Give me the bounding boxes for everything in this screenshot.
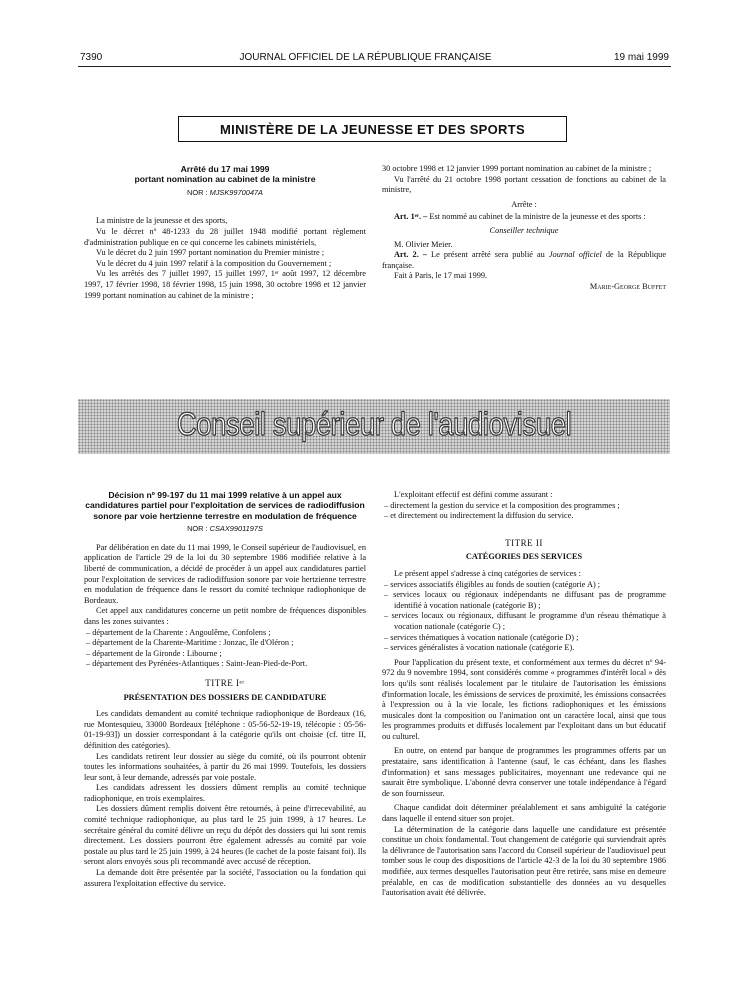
zone-item: – département de la Gironde : Libourne ; xyxy=(86,648,222,658)
article-1-text: Est nommé au cabinet de la ministre de la jeunesse et des sports : xyxy=(429,212,646,222)
arrete-title-1: Arrêté du 17 mai 1999 xyxy=(180,164,270,174)
article-2-text-end: de la République française. xyxy=(382,250,667,270)
titre-2: TITRE II xyxy=(505,537,543,548)
decision-para: En outre, on entend par banque de programmes les programmes offerts par un prestataire, sans identification à l'antenne (sauf, le cas échéant, dans les flashes d'information) et sans messages publicitaires, moyennant une redevance qui ne saurait être symbolique. L'abonné devra conserver une totale indépendance à l'égard de son fournisseur. xyxy=(382,746,666,798)
appointee: M. Olivier Meier. xyxy=(394,239,453,249)
category-item: – services thématiques à vocation nationale (catégorie D) ; xyxy=(384,632,579,642)
titre-1-heading: PRÉSENTATION DES DOSSIERS DE CANDIDATURE xyxy=(123,692,327,702)
article-2-text: Le présent arrêté sera publié au xyxy=(431,250,549,260)
zone-item: – département des Pyrénées-Atlantiques : Saint-Jean-Pied-de-Port. xyxy=(86,659,308,669)
operator-item: – et directement ou indirectement la diffusion du service. xyxy=(384,511,574,521)
decision-nor xyxy=(84,524,366,535)
decision-para: Le présent appel s'adresse à cinq catégories de services : xyxy=(394,568,581,578)
decision-title: Décision nº 99-197 du 11 mai 1999 relative à un appel aux candidatures partiel pour l'exploitation de services de radiodiffusion sonore par voie hertzienne terrestre en modulation de fréquence xyxy=(85,490,365,521)
arrete-para: La ministre de la jeunesse et des sports, xyxy=(96,216,228,226)
category-item: – services généralistes à vocation nationale (catégorie E). xyxy=(384,643,575,653)
category-item: – services locaux ou régionaux, diffusant le programme d'un réseau thématique à vocation nationale (catégorie C) ; xyxy=(384,611,666,631)
article-2-label: Art. 2. – xyxy=(394,250,427,260)
article-2 xyxy=(382,250,666,271)
decision-para: La demande doit être présentée par la société, l'association ou la fondation qui assurera l'exploitation effective du service. xyxy=(84,868,366,888)
decision-para: La détermination de la catégorie dans laquelle une candidature est présentée constitue un choix fondamental. Tout changement de catégorie qui surviendrait après la délivrance de l'autorisation sans l'accord du Conseil supérieur de l'audiovisuel peut tomber sous le coup des dispositions de l'article 42-3 de la loi du 30 septembre 1986 modifiée, aux termes desquelles l'autorisation peut être retirée, sans mise en demeure préalable, en cas de modification substantielle des données au vu desquelles l'autorisation avait été délivrée. xyxy=(382,824,666,898)
category-item: – services associatifs éligibles au fonds de soutien (catégorie A) ; xyxy=(384,579,601,589)
arrete-para: 30 octobre 1998 et 12 janvier 1999 portant nomination au cabinet de la ministre ; xyxy=(382,164,652,173)
decision-para: Par délibération en date du 11 mai 1999, le Conseil supérieur de l'audiovisuel, en application de l'article 29 de la loi du 30 septembre 1986 modifiée relative à la liberté de communication, a décidé de procéder à un appel aux candidatures partiel pour l'exploitation de services de radiodiffusion sonore par voie hertzienne terrestre en modulation de fréquence dans le ressort du comité technique radiophonique de Bordeaux. xyxy=(84,542,366,605)
ministry-title: MINISTÈRE DE LA JEUNESSE ET DES SPORTS xyxy=(220,121,525,137)
csa-banner-title: Conseil supérieur de l'audiovisuel xyxy=(176,406,572,442)
decision-para: Les dossiers dûment remplis doivent être retournés, à peine d'irrecevabilité, au comité technique radiophonique, au plus tard le 25 juin 1999, à 17 heures. Le secrétaire général du comité délivre un reçu du dépôt des dossiers qui lui sont remis directement. Les dossiers pourront être également adressés au comité par voie postale au plus tard le 25 juin 1999, à 24 heures (le cachet de la poste faisant foi). Ils seront alors envoyés sous pli recommandé avec accusé de réception. xyxy=(84,804,366,867)
decision-para: Cet appel aux candidatures concerne un petit nombre de fréquences disponibles dans les zones suivantes : xyxy=(84,606,366,626)
arrete-para: Vu l'arrêté du 21 octobre 1998 portant cessation de fonctions au cabinet de la ministre, xyxy=(382,174,666,195)
place-date: Fait à Paris, le 17 mai 1999. xyxy=(394,271,488,281)
arrete-para: Vu le décret du 2 juin 1997 portant nomination du Premier ministre ; xyxy=(96,248,325,258)
function-title: Conseiller technique xyxy=(489,225,559,235)
decision-para: Chaque candidat doit déterminer préalablement et sans ambiguïté la catégorie dans laquelle il entend situer son projet. xyxy=(382,803,666,824)
arrete-label: Arrête : xyxy=(511,199,537,209)
article-1-label: Art. 1ᵉʳ. – xyxy=(394,212,428,222)
decision-para: Les candidats retirent leur dossier au siège du comité, où ils pourront obtenir toutes les informations souhaitées, à partir du 26 mai 1999. Toutefois, les dossiers leur sont, à leur demande, adressés par voie postale. xyxy=(84,751,366,782)
journal-title: JOURNAL OFFICIEL DE LA RÉPUBLIQUE FRANÇAISE xyxy=(239,52,492,63)
arrete-title-2: portant nomination au cabinet de la ministre xyxy=(134,174,316,185)
arrete-para: Vu les arrêtés des 7 juillet 1997, 15 juillet 1997, 1ᵉʳ août 1997, 12 décembre 1997, 17 février 1998, 18 février 1998, 15 juin 1998, 30 octobre 1998 et 12 janvier 1999 portant nomination au cabinet de la ministre ; xyxy=(84,269,366,300)
decision-para: Les candidats demandent au comité technique radiophonique de Bordeaux (16, rue Montesquieu, 33000 Bordeaux [téléphone : 05-56-52-19-19, télécopie : 05-56-01-19-93]) un dossier correspondant à la catégorie qu'ils ont choisie (cf. titre II, définition des catégories). xyxy=(84,709,366,750)
csa-banner xyxy=(78,399,670,454)
journal-ref: Journal officiel xyxy=(548,250,602,260)
nor-label: NOR : xyxy=(187,524,208,534)
category-item: – services locaux ou régionaux indépendants ne diffusant pas de programme identifié à vocation nationale (catégorie B) ; xyxy=(384,590,666,610)
arrete-para: Vu le décret nº 48-1233 du 28 juillet 1948 modifié portant règlement d'administration publique en ce qui concerne les cabinets ministériels, xyxy=(84,227,366,247)
zone-item: – département de la Charente : Angoulême, Confolens ; xyxy=(86,627,271,637)
page-number: 7390 xyxy=(80,52,103,63)
ministry-title-box xyxy=(178,116,567,142)
arrete-nor xyxy=(84,188,366,199)
operator-item: – directement la gestion du service et la composition des programmes ; xyxy=(384,500,620,510)
decision-para: L'exploitant effectif est défini comme assurant : xyxy=(394,490,553,499)
decision-para: Pour l'application du présent texte, et conformément aux termes du décret nº 94-972 du 9 novembre 1994, sont considérés comme « programmes d'intérêt local » dès lors qu'ils sont réalisés localement par le titulaire de l'autorisation les émissions d'information locale, les émissions de services de proximité, les émissions consacrées à l'expression ou à la vie locale, les fictions radiophoniques et les émissions musicales dont la composition ou l'animation ont un caractère local, ainsi que tous les programmes produits et diffusés localement par l'exploitant dans un but éducatif ou culturel. xyxy=(382,657,666,741)
titre-1: TITRE Iᵉʳ xyxy=(205,677,245,688)
decision-para: Les candidats adressent les dossiers dûment remplis au comité technique radiophonique, en trois exemplaires. xyxy=(84,783,366,803)
decision-right-column xyxy=(382,490,666,899)
nor-code: MJSK9970047A xyxy=(209,187,263,197)
article-1 xyxy=(382,212,666,223)
signature: Marie-George Buffet xyxy=(589,281,666,291)
arrete-left-column xyxy=(84,164,366,300)
arrete-para: Vu le décret du 4 juin 1997 relatif à la composition du Gouvernement ; xyxy=(96,258,332,268)
issue-date: 19 mai 1999 xyxy=(613,52,669,63)
nor-label: NOR : xyxy=(186,187,208,197)
arrete-right-column xyxy=(382,164,666,293)
nor-code: CSAX9901197S xyxy=(209,524,263,534)
zone-item: – département de la Charente-Maritime : Jonzac, île d'Oléron ; xyxy=(86,638,294,648)
header-rule xyxy=(78,66,671,67)
titre-2-heading: CATÉGORIES DES SERVICES xyxy=(465,552,583,562)
decision-left-column xyxy=(84,490,366,889)
